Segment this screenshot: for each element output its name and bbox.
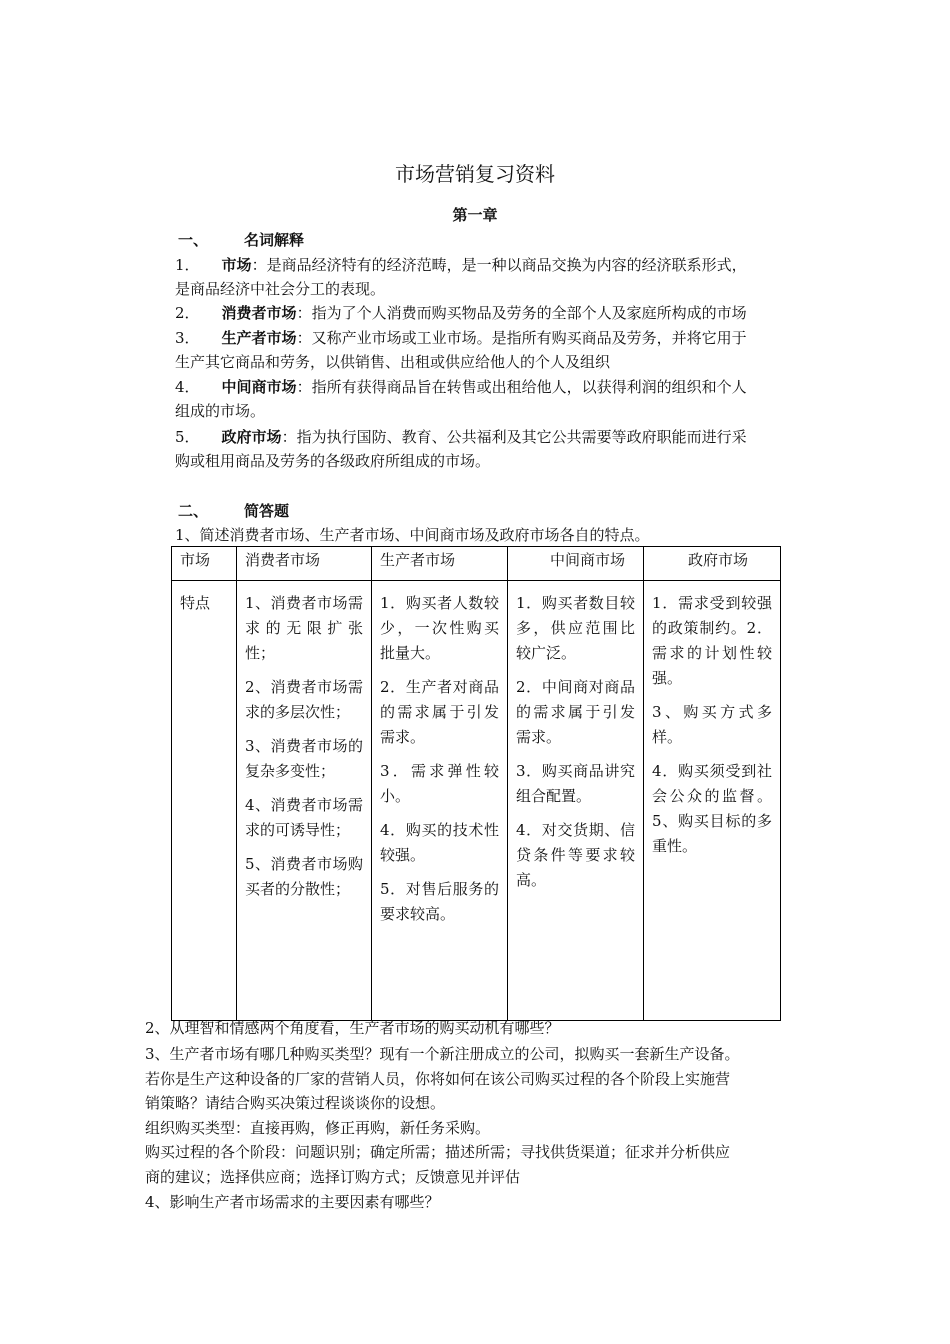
market-comparison-table <box>171 546 781 1021</box>
term-2 <box>175 302 747 323</box>
term-definition: ：指为了个人消费而购买物品及劳务的全部个人及家庭所构成的市场 <box>296 304 747 322</box>
term-3-continuation: 生产其它商品和劳务，以供销售、出租或供应给他人的个人及组织 <box>175 353 611 371</box>
answer-purchase-types: 组织购买类型：直接再购，修正再购，新任务采购。 <box>145 1119 491 1137</box>
list-item: 3．需求弹性较小。 <box>380 762 499 805</box>
term-name: 消费者市场 <box>221 304 297 322</box>
list-item: 4．购买的技术性较强。 <box>380 821 499 864</box>
header-cell-consumer: 消费者市场 <box>237 547 372 581</box>
term-3 <box>175 327 747 348</box>
government-market-cell <box>644 581 781 1021</box>
list-item: 1．需求受到较强的政策制约。2．需求的计划性较强。 <box>652 594 772 687</box>
list-item: 3．购买商品讲究组合配置。 <box>516 762 635 805</box>
intermediary-market-cell <box>508 581 644 1021</box>
list-item: 5、消费者市场购买者的分散性； <box>245 855 363 898</box>
table-header-row <box>172 547 781 581</box>
section-number-1: 一、 <box>178 231 209 249</box>
chapter-heading: 第一章 <box>452 206 498 224</box>
term-name: 市场 <box>221 256 252 274</box>
question-3-line-3: 销策略？请结合购买决策过程谈谈你的设想。 <box>145 1094 446 1112</box>
question-3-line-1: 3、生产者市场有哪几种购买类型？现有一个新注册成立的公司，拟购买一套新生产设备。 <box>145 1045 740 1063</box>
term-name: 政府市场 <box>221 428 282 446</box>
term-5-continuation: 购或租用商品及劳务的各级政府所组成的市场。 <box>175 452 491 470</box>
header-cell-market: 市场 <box>172 547 237 581</box>
producer-market-cell <box>372 581 508 1021</box>
list-item: 2．中间商对商品的需求属于引发需求。 <box>516 678 635 746</box>
header-cell-producer: 生产者市场 <box>372 547 508 581</box>
list-item: 3、消费者市场的复杂多变性； <box>245 737 363 780</box>
term-1 <box>175 254 747 275</box>
consumer-market-cell <box>237 581 372 1021</box>
list-item: 5．对售后服务的要求较高。 <box>380 880 499 923</box>
list-item: 2．生产者对商品的需求属于引发需求。 <box>380 678 499 746</box>
term-number: 4． <box>175 378 200 396</box>
section-number-2: 二、 <box>178 502 209 520</box>
term-4-continuation: 组成的市场。 <box>175 402 266 420</box>
term-definition: ：又称产业市场或工业市场。是指所有购买商品及劳务，并将它用于 <box>296 329 747 347</box>
list-item: 4、消费者市场需求的可诱导性； <box>245 796 363 839</box>
question-4: 4、影响生产者市场需求的主要因素有哪些？ <box>145 1193 440 1211</box>
table-row <box>172 581 781 1021</box>
list-item: 2、消费者市场需求的多层次性； <box>245 678 363 721</box>
term-name: 中间商市场 <box>221 378 297 396</box>
list-item: 4．购买须受到社会公众的监督。5、购买目标的多重性。 <box>652 762 772 855</box>
list-item: 1．购买者人数较少，一次性购买批量大。 <box>380 594 499 662</box>
term-5 <box>175 426 747 447</box>
header-cell-intermediary: 中间商市场 <box>508 547 644 581</box>
answer-process-line-1: 购买过程的各个阶段：问题识别；确定所需；描述所需；寻找供货渠道；征求并分析供应 <box>145 1143 731 1161</box>
question-1: 1、简述消费者市场、生产者市场、中间商市场及政府市场各自的特点。 <box>175 526 650 544</box>
term-4 <box>175 376 747 397</box>
term-number: 5． <box>175 428 200 446</box>
term-number: 3． <box>175 329 200 347</box>
row-label-features: 特点 <box>172 581 237 1021</box>
term-definition: ：指为执行国防、教育、公共福利及其它公共需要等政府职能而进行采 <box>281 428 747 446</box>
term-definition: ：指所有获得商品旨在转售或出租给他人，以获得利润的组织和个人 <box>296 378 747 396</box>
answer-process-line-2: 商的建议；选择供应商；选择订购方式；反馈意见并评估 <box>145 1168 521 1186</box>
question-2: 2、从理智和情感两个角度看，生产者市场的购买动机有哪些？ <box>145 1019 560 1037</box>
list-item: 1．购买者数目较多，供应范围比较广泛。 <box>516 594 635 662</box>
question-3-line-2: 若你是生产这种设备的厂家的营销人员，你将如何在该公司购买过程的各个阶段上实施营 <box>145 1070 731 1088</box>
section-heading-1: 名词解释 <box>244 231 305 249</box>
list-item: 1、消费者市场需求的无限扩张性； <box>245 594 363 662</box>
page-title: 市场营销复习资料 <box>395 162 555 186</box>
list-item: 3、购买方式多样。 <box>652 703 772 746</box>
list-item: 4．对交货期、信贷条件等要求较高。 <box>516 821 635 889</box>
section-heading-2: 简答题 <box>244 502 290 520</box>
term-definition: ：是商品经济特有的经济范畴，是一种以商品交换为内容的经济联系形式， <box>251 256 747 274</box>
term-name: 生产者市场 <box>221 329 297 347</box>
header-cell-government: 政府市场 <box>644 547 781 581</box>
term-1-continuation: 是商品经济中社会分工的表现。 <box>175 280 386 298</box>
term-number: 2． <box>175 304 200 322</box>
term-number: 1． <box>175 256 200 274</box>
